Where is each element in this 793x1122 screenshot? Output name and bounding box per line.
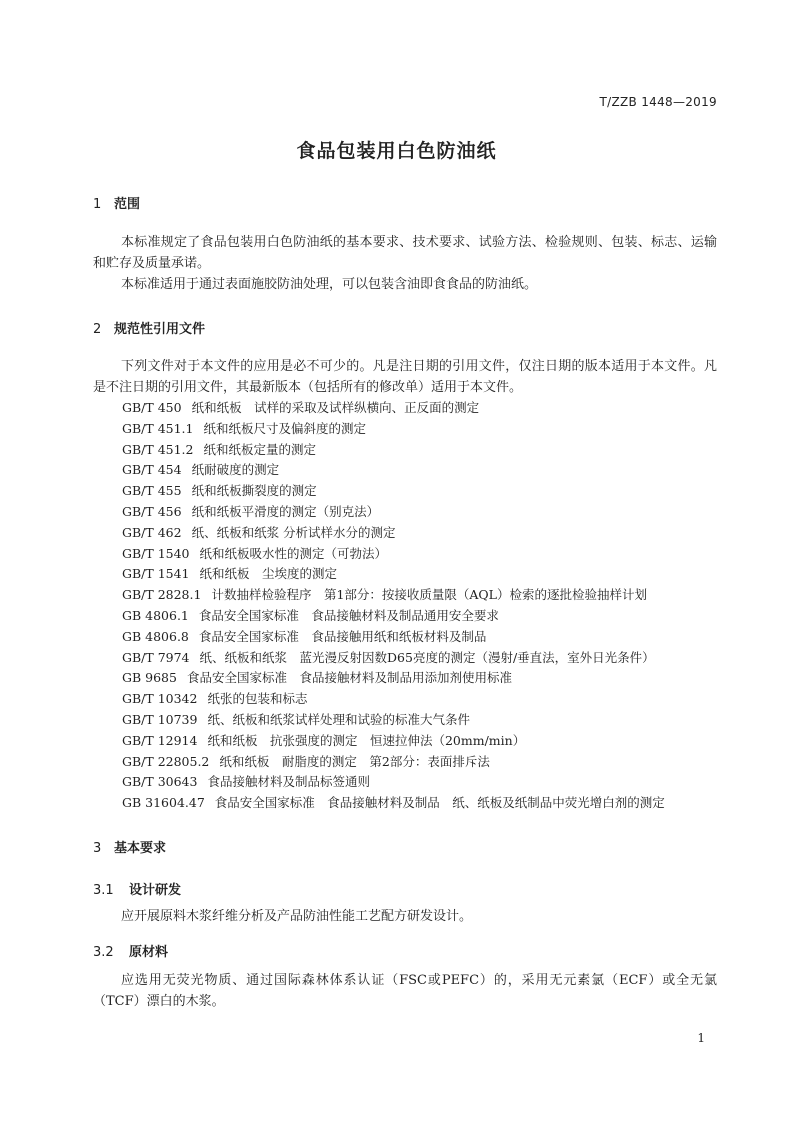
reference-item — [122, 398, 665, 419]
reference-title: 纸和纸板 试样的采取及试样纵横向、正反面的测定 — [191, 400, 480, 415]
reference-code: GB/T 451.2 — [122, 441, 194, 457]
section-number: 2 — [93, 322, 102, 337]
subsection-title: 原材料 — [129, 945, 169, 960]
reference-item — [122, 710, 665, 731]
reference-title: 纸和纸板尺寸及偏斜度的测定 — [203, 420, 366, 436]
section-number: 1 — [93, 197, 102, 212]
reference-title: 纸耐破度的测定 — [191, 462, 280, 478]
reference-title: 纸和纸板撕裂度的测定 — [191, 483, 317, 499]
reference-title: 纸和纸板吸水性的测定（可勃法） — [199, 545, 388, 561]
design-paragraph: 应开展原料木浆纤维分析及产品防油性能工艺配方研发设计。 — [121, 909, 473, 924]
reference-code: GB 31604.47 — [122, 795, 205, 811]
reference-title: 计数抽样检验程序 第1部分：按接收质量限（AQL）检索的逐批检验抽样计划 — [211, 587, 647, 603]
reference-item — [122, 627, 665, 648]
section-3-heading — [93, 837, 166, 856]
reference-item — [122, 752, 665, 773]
reference-item — [122, 668, 665, 689]
reference-list — [122, 398, 665, 814]
reference-code: GB/T 454 — [122, 462, 182, 478]
section-1-heading — [93, 193, 140, 212]
section-number: 3 — [93, 841, 102, 856]
reference-title: 纸和纸板 耐脂度的测定 第2部分：表面排斥法 — [219, 753, 490, 769]
reference-title: 食品接触材料及制品标签通则 — [207, 774, 370, 790]
reference-item — [122, 793, 665, 814]
document-title: 食品包装用白色防油纸 — [296, 140, 497, 162]
reference-title: 纸和纸板平滑度的测定（别克法） — [191, 503, 380, 519]
reference-code: GB/T 1541 — [122, 566, 190, 582]
subsection-title: 设计研发 — [129, 883, 182, 898]
reference-code: GB/T 1540 — [122, 545, 190, 561]
reference-code: GB/T 450 — [122, 400, 182, 415]
reference-code: GB/T 451.1 — [122, 420, 194, 436]
standard-number: T/ZZB 1448—2019 — [599, 95, 717, 109]
reference-item — [122, 648, 665, 669]
subsection-number: 3.2 — [93, 945, 114, 960]
subsection-number: 3.1 — [93, 883, 114, 898]
reference-title: 纸和纸板定量的测定 — [203, 441, 316, 457]
reference-title: 食品安全国家标准 食品接触材料及制品 纸、纸板及纸制品中荧光增白剂的测定 — [214, 795, 665, 811]
reference-code: GB/T 30643 — [122, 774, 198, 790]
reference-title: 纸、纸板和纸浆 蓝光漫反射因数D65亮度的测定（漫射/垂直法，室外日光条件） — [199, 649, 655, 665]
reference-code: GB/T 7974 — [122, 649, 190, 665]
subsection-3-2-heading — [93, 941, 168, 960]
section-title: 规范性引用文件 — [114, 322, 206, 337]
reference-title: 纸和纸板 尘埃度的测定 — [199, 566, 338, 582]
section-title: 基本要求 — [114, 841, 167, 856]
reference-title: 纸、纸板和纸浆试样处理和试验的标准大气条件 — [207, 711, 470, 727]
reference-code: GB 4806.1 — [122, 607, 189, 623]
section-title: 范围 — [114, 197, 141, 212]
scope-paragraph-2: 本标准适用于通过表面施胶防油处理，可以包装含油即食食品的防油纸。 — [121, 277, 538, 292]
references-intro: 下列文件对于本文件的应用是必不可少的。凡是注日期的引用文件，仅注日期的版本适用于本文件。凡是不注日期的引用文件，其最新版本（包括所有的修改单）适用于本文件。 — [93, 359, 717, 395]
reference-title: 纸、纸板和纸浆 分析试样水分的测定 — [191, 524, 396, 540]
reference-title: 纸和纸板 抗张强度的测定 恒速拉伸法（20mm/min） — [207, 732, 526, 748]
reference-code: GB/T 10342 — [122, 691, 198, 707]
reference-code: GB/T 12914 — [122, 732, 198, 748]
reference-title: 食品安全国家标准 食品接触用纸和纸板材料及制品 — [198, 628, 487, 644]
reference-item — [122, 523, 665, 544]
reference-code: GB 9685 — [122, 670, 177, 686]
scope-paragraph-1: 本标准规定了食品包装用白色防油纸的基本要求、技术要求、试验方法、检验规则、包装、标志、运输和贮存及质量承诺。 — [93, 235, 717, 271]
reference-item — [122, 689, 665, 710]
reference-item — [122, 419, 665, 440]
reference-item — [122, 440, 665, 461]
reference-item — [122, 772, 665, 793]
section-2-heading — [93, 318, 205, 337]
subsection-3-1-heading — [93, 879, 181, 898]
reference-item — [122, 502, 665, 523]
reference-item — [122, 564, 665, 585]
reference-code: GB/T 22805.2 — [122, 753, 210, 769]
reference-code: GB/T 2828.1 — [122, 587, 202, 603]
reference-item — [122, 481, 665, 502]
reference-code: GB/T 10739 — [122, 711, 198, 727]
reference-item — [122, 544, 665, 565]
materials-paragraph: 应选用无荧光物质、通过国际森林体系认证（FSC或PEFC）的，采用无元素氯（ECF）或全无氯（TCF）漂白的木浆。 — [93, 973, 717, 1009]
reference-code: GB 4806.8 — [122, 628, 189, 644]
reference-item — [122, 606, 665, 627]
reference-title: 食品安全国家标准 食品接触材料及制品用添加剂使用标准 — [186, 670, 512, 686]
reference-item — [122, 585, 665, 606]
reference-item — [122, 731, 665, 752]
reference-title: 食品安全国家标准 食品接触材料及制品通用安全要求 — [198, 607, 499, 623]
reference-code: GB/T 462 — [122, 524, 182, 540]
reference-code: GB/T 456 — [122, 503, 182, 519]
reference-code: GB/T 455 — [122, 483, 182, 499]
reference-item — [122, 460, 665, 481]
reference-title: 纸张的包装和标志 — [207, 691, 308, 707]
page-number: 1 — [697, 1031, 705, 1045]
